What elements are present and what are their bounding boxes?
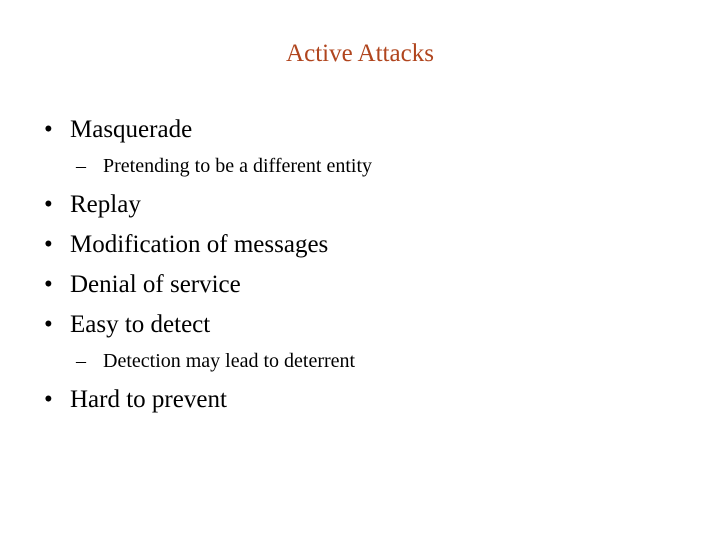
bullet-item [44,269,241,301]
sub-bullet-item [76,347,355,375]
dash-icon: – [76,155,86,177]
bullet-icon: • [44,231,53,258]
bullet-icon: • [44,191,53,218]
bullet-text: Modification of messages [70,231,329,258]
sub-bullet-text: Detection may lead to deterrent [103,350,356,372]
bullet-text: Masquerade [70,116,193,143]
bullet-item [44,384,227,416]
sub-bullet-text: Pretending to be a different entity [103,155,372,177]
bullet-item [44,309,210,341]
bullet-icon: • [44,386,53,413]
bullet-text: Replay [70,191,141,218]
slide-title: Active Attacks [286,40,434,67]
bullet-text: Denial of service [70,271,241,298]
bullet-text: Easy to detect [70,311,211,338]
bullet-item [44,114,192,146]
dash-icon: – [76,350,86,372]
bullet-icon: • [44,116,53,143]
bullet-text: Hard to prevent [70,386,227,413]
bullet-item [44,229,328,261]
sub-bullet-item [76,152,372,180]
bullet-icon: • [44,271,53,298]
bullet-icon: • [44,311,53,338]
bullet-item [44,189,141,221]
